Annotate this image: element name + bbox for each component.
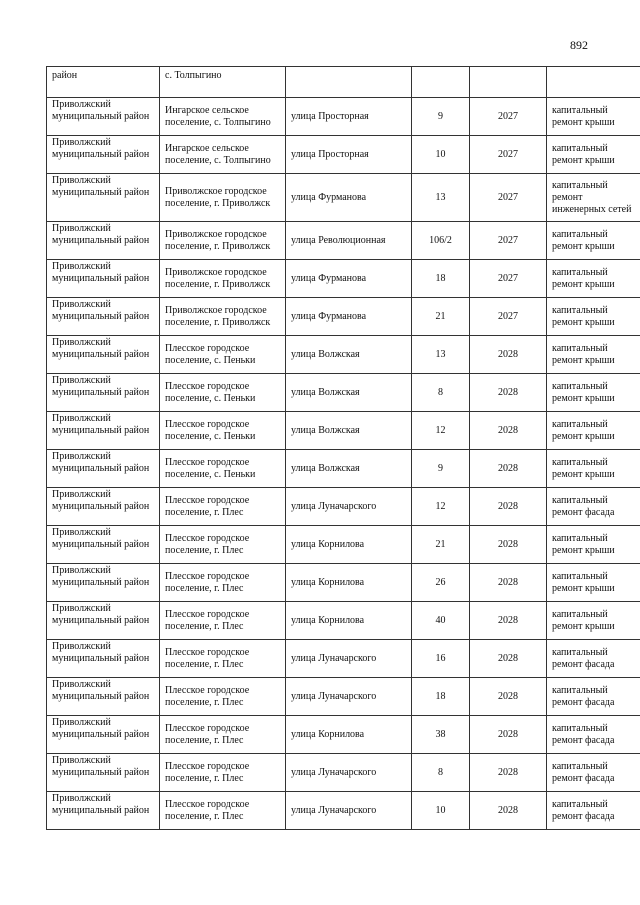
cell-street: улица Просторная (286, 136, 412, 174)
registry-body (47, 67, 640, 830)
cell-district: Приволжский муниципальный район (47, 450, 160, 488)
cell-district: Приволжский муниципальный район (47, 260, 160, 298)
cell-street: улица Луначарского (286, 640, 412, 678)
cell-settlement: Плесское городское поселение, г. Плес (160, 526, 286, 564)
cell-year: 2027 (470, 222, 547, 260)
cell-settlement: Приволжское городское поселение, г. Приволжск (160, 260, 286, 298)
cell-work: капитальный ремонт крыши (547, 602, 640, 640)
cell-house: 8 (412, 374, 470, 412)
cell-district: Приволжский муниципальный район (47, 526, 160, 564)
cell-street: улица Корнилова (286, 564, 412, 602)
cell-work: капитальный ремонт фасада (547, 488, 640, 526)
cell-work: капитальный ремонт инженерных сетей (547, 174, 640, 222)
cell-settlement: Плесское городское поселение, г. Плес (160, 754, 286, 792)
cell-work: капитальный ремонт крыши (547, 298, 640, 336)
table-row (47, 792, 640, 830)
cell-district: Приволжский муниципальный район (47, 602, 160, 640)
cell-district: Приволжский муниципальный район (47, 336, 160, 374)
cell-district: Приволжский муниципальный район (47, 792, 160, 830)
cell-year: 2028 (470, 716, 547, 754)
cell-work: капитальный ремонт фасада (547, 754, 640, 792)
cell-street (286, 67, 412, 98)
cell-district: Приволжский муниципальный район (47, 174, 160, 222)
cell-house: 26 (412, 564, 470, 602)
cell-settlement: Плесское городское поселение, г. Плес (160, 716, 286, 754)
cell-year: 2028 (470, 792, 547, 830)
cell-house: 21 (412, 298, 470, 336)
cell-work: капитальный ремонт крыши (547, 336, 640, 374)
cell-district: Приволжский муниципальный район (47, 298, 160, 336)
cell-work: капитальный ремонт фасада (547, 716, 640, 754)
cell-house: 18 (412, 260, 470, 298)
cell-house: 40 (412, 602, 470, 640)
cell-settlement: Приволжское городское поселение, г. Приволжск (160, 174, 286, 222)
cell-year: 2028 (470, 374, 547, 412)
table-row (47, 526, 640, 564)
table-row (47, 602, 640, 640)
cell-settlement: Плесское городское поселение, г. Плес (160, 678, 286, 716)
cell-house: 9 (412, 98, 470, 136)
cell-work: капитальный ремонт фасада (547, 792, 640, 830)
cell-district: Приволжский муниципальный район (47, 374, 160, 412)
cell-district: Приволжский муниципальный район (47, 488, 160, 526)
cell-district: Приволжский муниципальный район (47, 412, 160, 450)
cell-house: 21 (412, 526, 470, 564)
cell-street: улица Фурманова (286, 260, 412, 298)
cell-settlement: Плесское городское поселение, г. Плес (160, 488, 286, 526)
cell-settlement: Плесское городское поселение, с. Пеньки (160, 450, 286, 488)
cell-district: Приволжский муниципальный район (47, 564, 160, 602)
cell-district: Приволжский муниципальный район (47, 716, 160, 754)
cell-year: 2027 (470, 298, 547, 336)
table-row (47, 450, 640, 488)
table-row (47, 374, 640, 412)
cell-work: капитальный ремонт крыши (547, 374, 640, 412)
table-row (47, 678, 640, 716)
cell-settlement: Приволжское городское поселение, г. Приволжск (160, 298, 286, 336)
cell-street: улица Луначарского (286, 678, 412, 716)
table-row (47, 136, 640, 174)
cell-year: 2027 (470, 98, 547, 136)
cell-year (470, 67, 547, 98)
table-row (47, 174, 640, 222)
cell-house: 18 (412, 678, 470, 716)
cell-year: 2028 (470, 526, 547, 564)
cell-street: улица Революционная (286, 222, 412, 260)
cell-street: улица Луначарского (286, 792, 412, 830)
cell-district: район (47, 67, 160, 98)
cell-settlement: Ингарское сельское поселение, с. Толпыгино (160, 98, 286, 136)
cell-settlement: с. Толпыгино (160, 67, 286, 98)
table-row (47, 222, 640, 260)
cell-street: улица Волжская (286, 450, 412, 488)
cell-work: капитальный ремонт фасада (547, 640, 640, 678)
cell-year: 2028 (470, 488, 547, 526)
cell-settlement: Плесское городское поселение, г. Плес (160, 564, 286, 602)
cell-work: капитальный ремонт крыши (547, 98, 640, 136)
cell-work: капитальный ремонт крыши (547, 526, 640, 564)
cell-street: улица Просторная (286, 98, 412, 136)
cell-work: капитальный ремонт крыши (547, 222, 640, 260)
table-row (47, 260, 640, 298)
cell-district: Приволжский муниципальный район (47, 640, 160, 678)
cell-district: Приволжский муниципальный район (47, 136, 160, 174)
table-row (47, 640, 640, 678)
cell-street: улица Корнилова (286, 526, 412, 564)
table-row (47, 716, 640, 754)
cell-house: 10 (412, 792, 470, 830)
cell-house: 12 (412, 488, 470, 526)
repair-registry-table (46, 66, 640, 830)
cell-house: 106/2 (412, 222, 470, 260)
cell-settlement: Ингарское сельское поселение, с. Толпыгино (160, 136, 286, 174)
table-row (47, 298, 640, 336)
cell-street: улица Фурманова (286, 298, 412, 336)
cell-street: улица Фурманова (286, 174, 412, 222)
cell-year: 2028 (470, 640, 547, 678)
cell-work: капитальный ремонт фасада (547, 678, 640, 716)
table-row (47, 564, 640, 602)
cell-house: 8 (412, 754, 470, 792)
cell-house (412, 67, 470, 98)
cell-work: капитальный ремонт крыши (547, 412, 640, 450)
cell-settlement: Плесское городское поселение, г. Плес (160, 640, 286, 678)
cell-year: 2028 (470, 754, 547, 792)
cell-settlement: Плесское городское поселение, с. Пеньки (160, 336, 286, 374)
cell-district: Приволжский муниципальный район (47, 98, 160, 136)
page-number: 892 (570, 38, 588, 52)
table-row (47, 98, 640, 136)
cell-house: 16 (412, 640, 470, 678)
cell-year: 2028 (470, 450, 547, 488)
cell-street: улица Луначарского (286, 754, 412, 792)
cell-work: капитальный ремонт крыши (547, 564, 640, 602)
cell-year: 2028 (470, 564, 547, 602)
table-row (47, 754, 640, 792)
cell-house: 10 (412, 136, 470, 174)
table-row (47, 412, 640, 450)
cell-year: 2028 (470, 678, 547, 716)
cell-street: улица Корнилова (286, 602, 412, 640)
cell-settlement: Приволжское городское поселение, г. Приволжск (160, 222, 286, 260)
cell-street: улица Волжская (286, 336, 412, 374)
cell-work: капитальный ремонт крыши (547, 136, 640, 174)
cell-house: 12 (412, 412, 470, 450)
table-row (47, 336, 640, 374)
cell-settlement: Плесское городское поселение, г. Плес (160, 602, 286, 640)
cell-year: 2028 (470, 412, 547, 450)
cell-house: 9 (412, 450, 470, 488)
cell-house: 38 (412, 716, 470, 754)
cell-district: Приволжский муниципальный район (47, 222, 160, 260)
cell-house: 13 (412, 174, 470, 222)
cell-street: улица Волжская (286, 412, 412, 450)
table-row (47, 488, 640, 526)
cell-street: улица Корнилова (286, 716, 412, 754)
cell-settlement: Плесское городское поселение, г. Плес (160, 792, 286, 830)
cell-district: Приволжский муниципальный район (47, 678, 160, 716)
cell-year: 2027 (470, 136, 547, 174)
cell-street: улица Волжская (286, 374, 412, 412)
cell-house: 13 (412, 336, 470, 374)
cell-work (547, 67, 640, 98)
cell-year: 2028 (470, 336, 547, 374)
cell-settlement: Плесское городское поселение, с. Пеньки (160, 412, 286, 450)
cell-district: Приволжский муниципальный район (47, 754, 160, 792)
cell-year: 2028 (470, 602, 547, 640)
cell-year: 2027 (470, 260, 547, 298)
cell-year: 2027 (470, 174, 547, 222)
cell-work: капитальный ремонт крыши (547, 260, 640, 298)
cell-street: улица Луначарского (286, 488, 412, 526)
continuation-row (47, 67, 640, 98)
cell-settlement: Плесское городское поселение, с. Пеньки (160, 374, 286, 412)
cell-work: капитальный ремонт крыши (547, 450, 640, 488)
